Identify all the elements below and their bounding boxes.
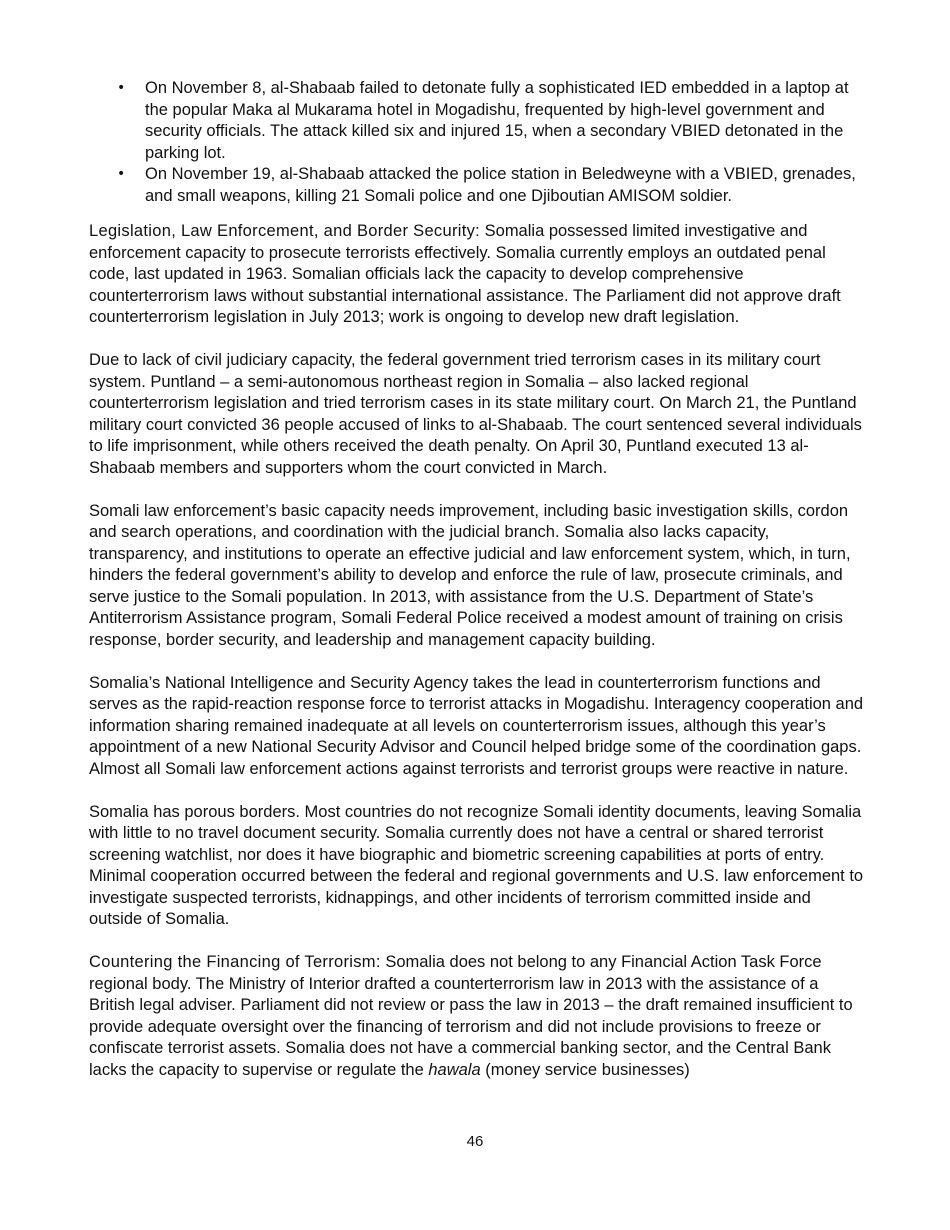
financing-text: Somalia does not belong to any Financial Action Task Force regional body. The Ministry of Interior drafted a counterterrorism law in 2013 with the assistance of a British legal adviser. Parliament did not review or pass the law in 2013 – the draft remained insufficient to provide adequate oversight over the financing of terrorism and did not include provisions to freeze or confiscate terrorist assets. Somalia does not have a commercial banking sector, and the Central Bank lacks the capacity to supervise or regulate the — [89, 953, 853, 1079]
financing-paragraph — [89, 952, 864, 1081]
attack-bullet-list — [89, 78, 864, 207]
legislation-heading: Legislation, Law Enforcement, and Border Security: — [89, 222, 481, 240]
hawala-term: hawala — [428, 1060, 481, 1079]
bullet-item: • On November 8, al-Shabaab failed to detonate fully a sophisticated IED embedded in a laptop at the popular Maka al Mukarama hotel in Mogadishu, frequented by high-level government and security officials. The attack killed six and injured 15, when a secondary VBIED detonated in the parking lot. — [145, 78, 864, 164]
borders-paragraph: Somalia has porous borders. Most countries do not recognize Somali identity documents, leaving Somalia with little to no travel document security. Somalia currently does not have a central or shared terrorist screening watchlist, nor does it have biographic and biometric screening capabilities at ports of entry. Minimal cooperation occurred between the federal and regional governments and U.S. law enforcement to investigate suspected terrorists, kidnappings, and other incidents of terrorism committed inside and outside of Somalia. — [89, 802, 864, 928]
bullet-item: • On November 19, al-Shabaab attacked the police station in Beledweyne with a VBIED, grenades, and small weapons, killing 21 Somali police and one Djiboutian AMISOM soldier. — [145, 164, 864, 207]
page-number: 46 — [466, 1133, 484, 1150]
judiciary-paragraph: Due to lack of civil judiciary capacity, the federal government tried terrorism cases in its military court system. Puntland – a semi-autonomous northeast region in Somalia – also lacked regional counterterrorism legislation and tried terrorism cases in its state military court. On March 21, the Puntland military court convicted 36 people accused of links to al-Shabaab. The court sentenced several individuals to life imprisonment, while others received the death penalty. On April 30, Puntland executed 13 al-Shabaab members and supporters whom the court convicted in March. — [89, 351, 862, 477]
legislation-paragraph — [89, 221, 864, 329]
financing-text-end: (money service businesses) — [480, 1060, 690, 1079]
legislation-text: Somalia possessed limited investigative and enforcement capacity to prosecute terrorists effectively. Somalia currently employs an outdated penal code, last updated in 1963. Somalian officials lack the capacity to develop comprehensive counterterrorism laws without substantial international assistance. The Parliament did not approve draft counterterrorism legislation in July 2013; work is ongoing to develop new draft legislation. — [89, 222, 841, 326]
law-enforcement-paragraph: Somali law enforcement’s basic capacity needs improvement, including basic investigation skills, cordon and search operations, and coordination with the judicial branch. Somalia also lacks capacity, transparency, and institutions to operate an effective judicial and law enforcement system, which, in turn, hinders the federal government’s ability to develop and enforce the rule of law, prosecute criminals, and serve justice to the Somali population. In 2013, with assistance from the U.S. Department of State’s Antiterrorism Assistance program, Somali Federal Police received a modest amount of training on crisis response, border security, and leadership and management capacity building. — [89, 501, 851, 649]
intelligence-paragraph: Somalia’s National Intelligence and Security Agency takes the lead in counterterrorism functions and serves as the rapid-reaction response force to terrorist attacks in Mogadishu. Interagency cooperation and information sharing remained inadequate at all levels on counterterrorism issues, although this year’s appointment of a new National Security Advisor and Council helped bridge some of the coordination gaps. Almost all Somali law enforcement actions against terrorists and terrorist groups were reactive in nature. — [89, 673, 864, 778]
financing-heading: Countering the Financing of Terrorism: — [89, 953, 381, 971]
page-content — [89, 78, 864, 1103]
